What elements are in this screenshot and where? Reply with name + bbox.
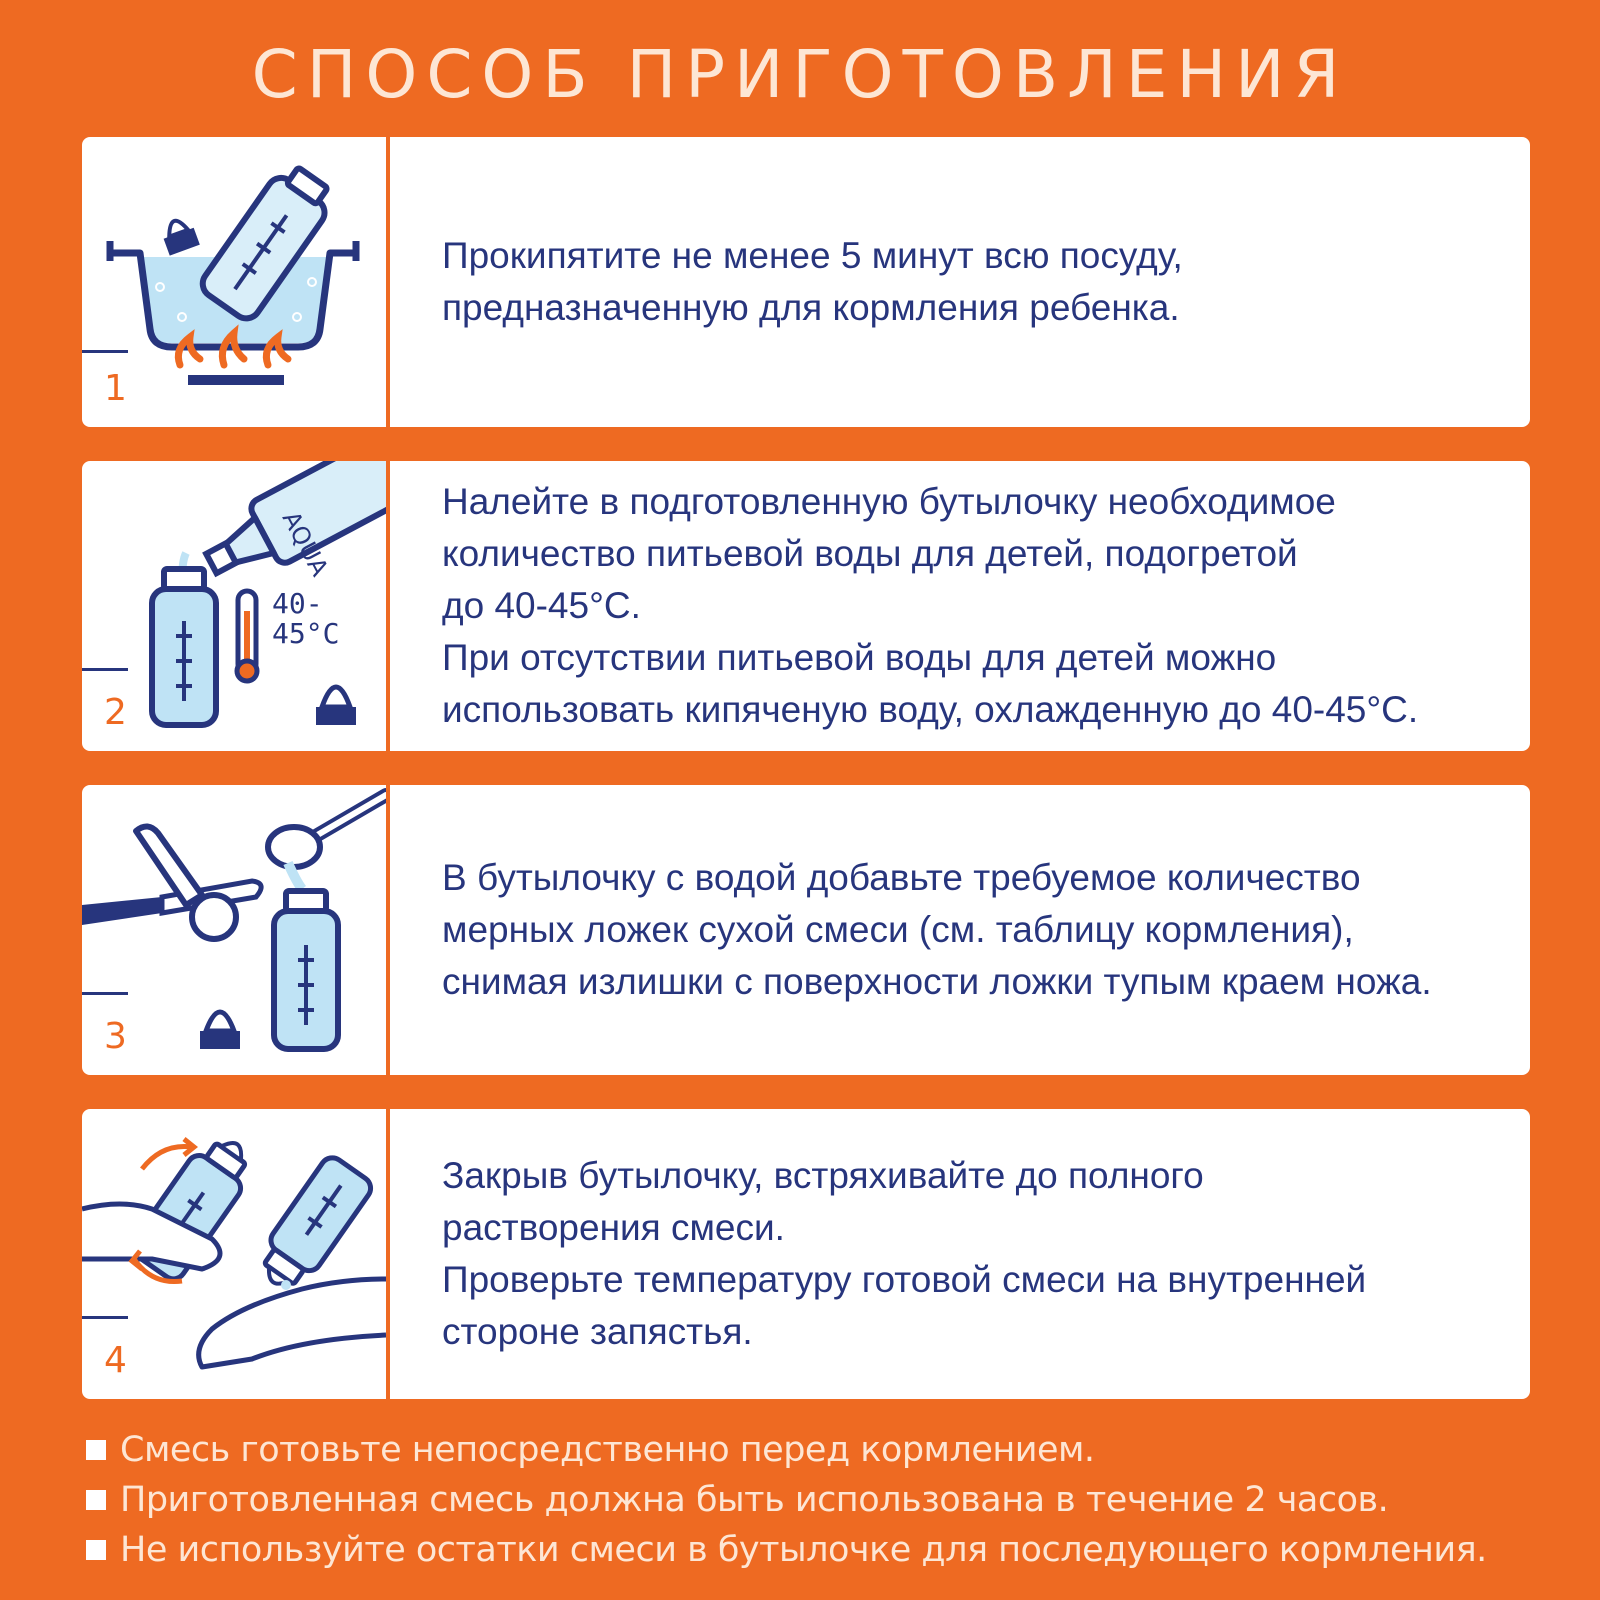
step-text-line: использовать кипяченую воду, охлажденную до 40-45°С. [442,689,1419,730]
step-rule [82,350,128,353]
note-text: Не используйте остатки смеси в бутылочке для последующего кормления. [120,1530,1487,1570]
step-text-line: снимая излишки с поверхности ложки тупым краем ножа. [442,961,1432,1002]
note-text: Приготовленная смесь должна быть использована в течение 2 часов. [120,1480,1389,1520]
step-card-1 [82,137,1530,427]
step-text-line: мерных ложек сухой смеси (см. таблицу кормления), [442,909,1354,950]
step-card-4 [82,1109,1530,1399]
page-title: СПОСОБ ПРИГОТОВЛЕНИЯ [251,36,1349,113]
note-text: Смесь готовьте непосредственно перед кормлением. [120,1430,1095,1470]
notes-list [86,1425,1586,1575]
step-number: 4 [104,1340,127,1381]
card-divider [386,1109,390,1399]
temp-label-bottom: 45°C [272,617,340,650]
step-card-2 [82,461,1530,751]
note-item [86,1425,1586,1475]
step-text [442,1109,1500,1399]
card-divider [386,137,390,427]
step-number: 3 [104,1016,127,1057]
step-text-line: Закрыв бутылочку, встряхивайте до полного [442,1155,1204,1196]
step-text-line: Проверьте температуру готовой смеси на внутренней [442,1259,1367,1300]
step-text-line: Прокипятите не менее 5 минут всю посуду, [442,235,1183,276]
note-item [86,1475,1586,1525]
step-number: 2 [104,692,127,733]
step-text [442,785,1500,1075]
temp-label-top: 40- [272,587,323,620]
step-text-line: количество питьевой воды для детей, подогретой [442,533,1298,574]
bullet-square-icon [86,1490,106,1510]
step-text-line: до 40-45°С. [442,585,641,626]
step-text-line: стороне запястья. [442,1311,753,1352]
card-divider [386,785,390,1075]
step-text-line: растворения смеси. [442,1207,785,1248]
note-item [86,1525,1586,1575]
step-rule [82,1316,128,1319]
step-text-line: В бутылочку с водой добавьте требуемое количество [442,857,1361,898]
step-text [442,137,1500,427]
bullet-square-icon [86,1440,106,1460]
step-card-3 [82,785,1530,1075]
bullet-square-icon [86,1540,106,1560]
boiling-pot-icon [82,137,386,427]
step-text-line: предназначенную для кормления ребенка. [442,287,1180,328]
pouring-water-icon [82,461,386,751]
step-text-line: Налейте в подготовленную бутылочку необходимое [442,481,1336,522]
shake-bottle-icon [82,1109,386,1399]
step-number: 1 [104,368,127,409]
aqua-label: AQUA [276,506,334,581]
step-text [442,461,1500,751]
step-rule [82,992,128,995]
card-divider [386,461,390,751]
scoop-powder-icon [82,785,386,1075]
step-rule [82,668,128,671]
step-text-line: При отсутствии питьевой воды для детей можно [442,637,1277,678]
